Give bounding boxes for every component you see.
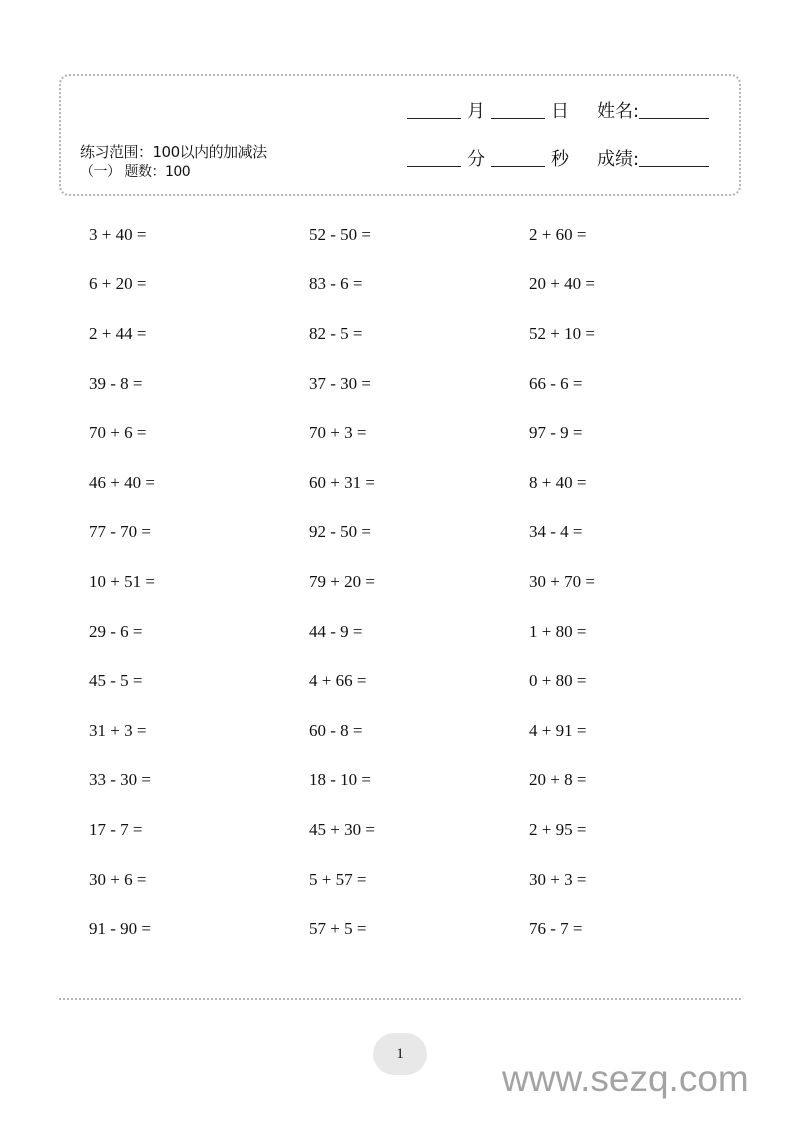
problem: 4 + 66 = — [309, 671, 367, 691]
problem: 5 + 57 = — [309, 869, 367, 889]
problem: 29 - 6 = — [89, 621, 143, 641]
problem: 31 + 3 = — [89, 720, 147, 740]
problem-grid — [89, 210, 749, 954]
problem: 79 + 20 = — [309, 571, 375, 591]
name-label: 姓名: — [597, 101, 640, 122]
problem: 39 - 8 = — [89, 373, 143, 393]
name-blank[interactable] — [639, 117, 709, 119]
problem: 70 + 3 = — [309, 423, 367, 443]
problem: 45 - 5 = — [89, 671, 143, 691]
problem: 92 - 50 = — [309, 522, 371, 542]
problem: 52 + 10 = — [529, 323, 595, 343]
problem: 2 + 44 = — [89, 323, 147, 343]
problem: 17 - 7 = — [89, 819, 143, 839]
practice-count: （一） 题数：100 — [80, 164, 191, 180]
problem: 97 - 9 = — [529, 423, 583, 443]
day-label: 日 — [551, 101, 569, 122]
problem: 82 - 5 = — [309, 323, 363, 343]
problem: 66 - 6 = — [529, 373, 583, 393]
problem: 1 + 80 = — [529, 621, 587, 641]
problem: 3 + 40 = — [89, 224, 147, 244]
problem: 70 + 6 = — [89, 423, 147, 443]
problem-row — [89, 458, 749, 508]
problem: 33 - 30 = — [89, 770, 151, 790]
problem: 10 + 51 = — [89, 571, 155, 591]
date-name-row — [407, 101, 709, 123]
problem: 8 + 40 = — [529, 472, 587, 492]
problem-row — [89, 260, 749, 310]
day-blank[interactable] — [491, 117, 545, 119]
problem-row — [89, 904, 749, 954]
practice-range: 练习范围：100以内的加减法 — [80, 143, 267, 161]
watermark: www.sezq.com — [502, 1058, 749, 1099]
problem: 60 - 8 = — [309, 720, 363, 740]
score-label: 成绩: — [597, 149, 640, 170]
problem: 77 - 70 = — [89, 522, 151, 542]
problem: 18 - 10 = — [309, 770, 371, 790]
problem-row — [89, 805, 749, 855]
problem: 2 + 95 = — [529, 819, 587, 839]
problem-row — [89, 706, 749, 756]
problem-row — [89, 756, 749, 806]
problem: 34 - 4 = — [529, 522, 583, 542]
problem-row — [89, 210, 749, 260]
problem: 52 - 50 = — [309, 224, 371, 244]
minute-label: 分 — [467, 149, 485, 170]
problem-row — [89, 607, 749, 657]
problem-row — [89, 508, 749, 558]
problem: 30 + 70 = — [529, 571, 595, 591]
problem: 20 + 8 = — [529, 770, 587, 790]
problem-row — [89, 359, 749, 409]
problem: 46 + 40 = — [89, 472, 155, 492]
footer-divider — [59, 998, 741, 1000]
problem: 30 + 6 = — [89, 869, 147, 889]
problem: 6 + 20 = — [89, 274, 147, 294]
problem-row — [89, 855, 749, 905]
month-label: 月 — [467, 101, 485, 122]
problem: 2 + 60 = — [529, 224, 587, 244]
problem-row — [89, 408, 749, 458]
second-label: 秒 — [551, 149, 569, 170]
problem-row — [89, 557, 749, 607]
second-blank[interactable] — [491, 165, 545, 167]
score-blank[interactable] — [639, 165, 709, 167]
problem-row — [89, 656, 749, 706]
problem: 83 - 6 = — [309, 274, 363, 294]
problem: 4 + 91 = — [529, 720, 587, 740]
page-number: 1 — [373, 1033, 427, 1075]
problem: 45 + 30 = — [309, 819, 375, 839]
problem-row — [89, 309, 749, 359]
problem: 20 + 40 = — [529, 274, 595, 294]
problem: 30 + 3 = — [529, 869, 587, 889]
problem: 0 + 80 = — [529, 671, 587, 691]
problem: 60 + 31 = — [309, 472, 375, 492]
problem: 44 - 9 = — [309, 621, 363, 641]
problem: 91 - 90 = — [89, 919, 151, 939]
time-score-row — [407, 149, 709, 171]
problem: 37 - 30 = — [309, 373, 371, 393]
problem: 57 + 5 = — [309, 919, 367, 939]
minute-blank[interactable] — [407, 165, 461, 167]
month-blank[interactable] — [407, 117, 461, 119]
problem: 76 - 7 = — [529, 919, 583, 939]
